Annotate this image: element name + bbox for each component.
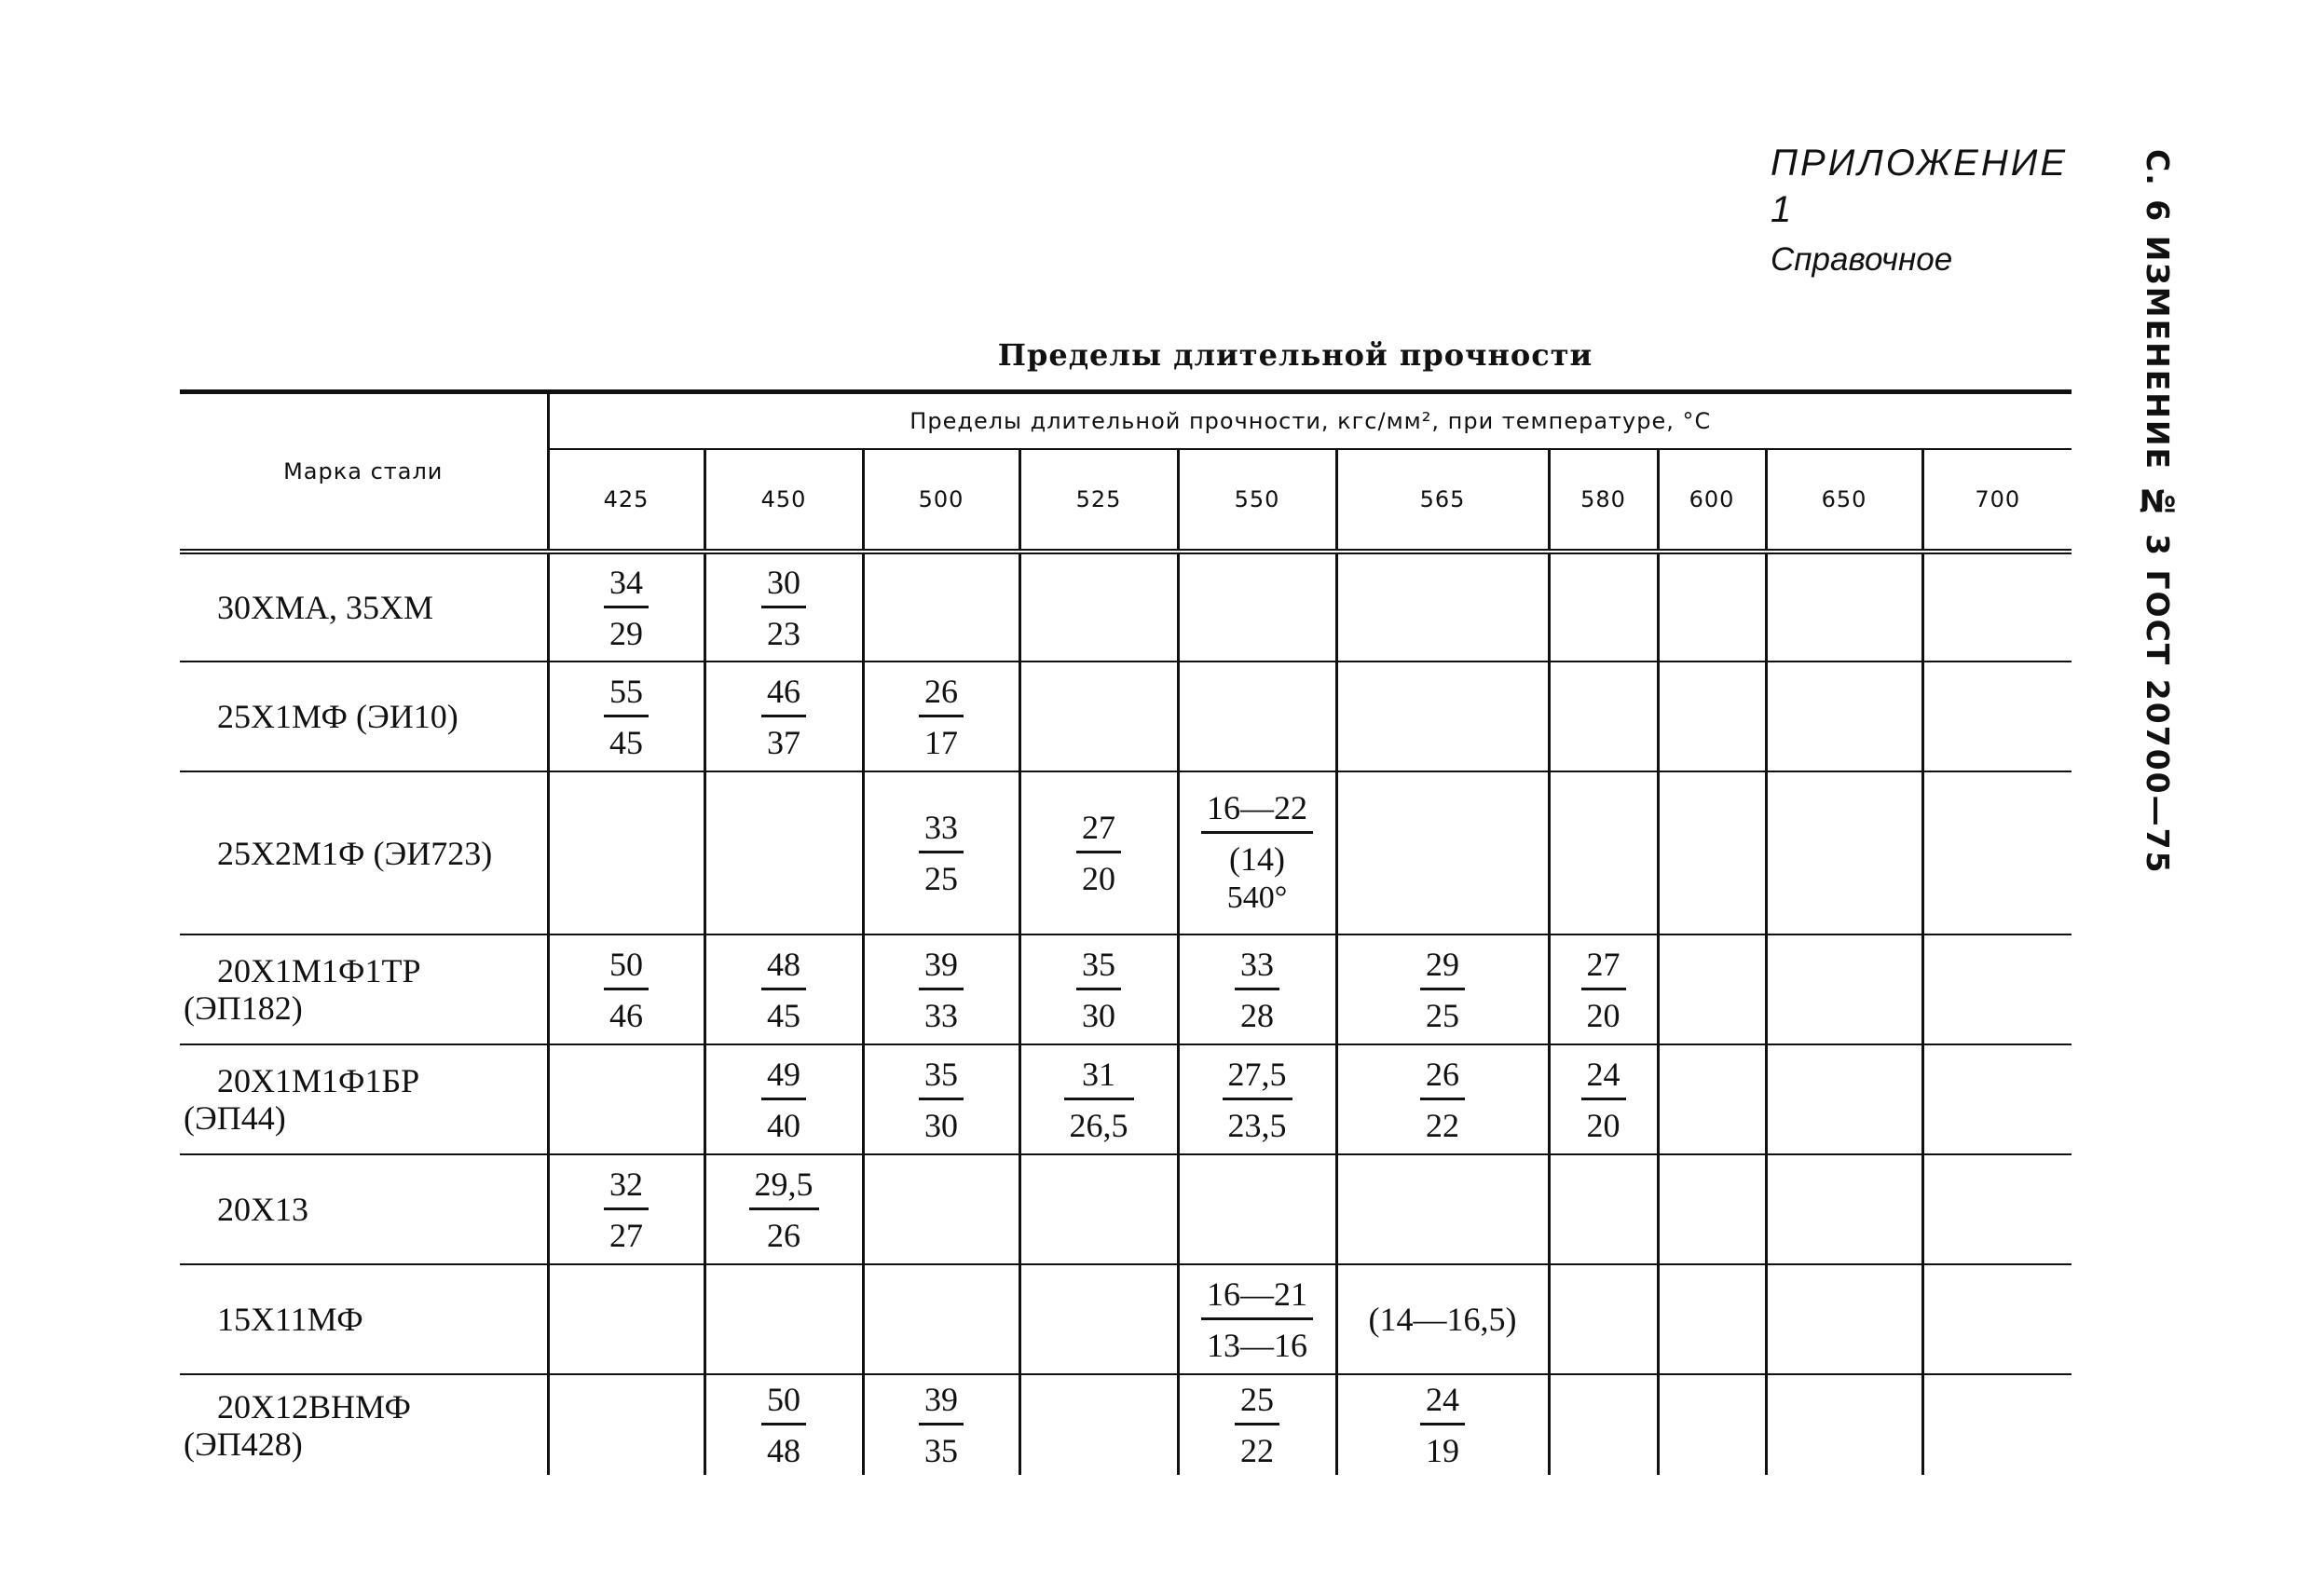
strength-fraction [749,1165,819,1255]
strength-denominator: 46 [609,996,643,1034]
steel-grade-cell [180,662,548,771]
temperature-header: 550 [1178,449,1336,552]
strength-numerator: 16—21 [1207,1275,1307,1313]
fraction-bar [761,715,806,717]
strength-numerator: 26 [1426,1055,1459,1093]
strength-cell [1019,1154,1178,1264]
steel-grade-line: 20Х1М1Ф1БР [217,1062,420,1099]
strength-fraction [604,945,649,1035]
strength-cell [1658,1154,1766,1264]
fraction-bar [1223,1098,1292,1100]
strength-fraction [1201,1275,1313,1365]
strength-cell [704,662,863,771]
steel-grade-line: (ЭП44) [184,1099,286,1137]
strength-fraction [1064,1055,1134,1145]
fraction-bar [919,1098,964,1100]
strength-cell [1336,552,1549,662]
strength-cell [548,662,704,771]
fraction-bar [761,606,806,608]
strength-cell [1766,771,1922,934]
strength-cell [704,1154,863,1264]
strength-cell [1922,1264,2072,1374]
appendix-title: ПРИЛОЖЕНИЕ 1 [1771,143,2069,230]
strength-cell [1019,1264,1178,1374]
strength-cell [1658,1374,1766,1475]
strength-fraction [919,808,964,898]
strength-denominator: 23 [767,614,800,652]
fraction-bar [919,1423,964,1425]
strength-group-header: Пределы длительной прочности, кгс/мм², при температуре, °С [548,392,2072,450]
fraction-bar [919,851,964,853]
table-title: Пределы длительной прочности [997,337,1593,373]
strength-cell [1178,552,1336,662]
strength-fraction [604,1165,649,1255]
strength-cell [1766,1374,1922,1475]
strength-denominator: 19 [1426,1432,1459,1469]
steel-grade-cell [180,771,548,934]
strength-cell [1336,1154,1549,1264]
strength-cell [1019,1374,1178,1475]
fraction-bar [1420,1423,1465,1425]
strength-denominator: 20 [1586,996,1620,1034]
strength-cell [1178,771,1336,934]
strength-cell [1549,1154,1658,1264]
strength-fraction [1076,808,1121,898]
fraction-bar [1201,831,1313,834]
strength-cell [1178,1374,1336,1475]
strength-numerator: 50 [767,1381,800,1418]
steel-grade-cell [180,1154,548,1264]
strength-cell [1178,662,1336,771]
strength-denominator: 45 [609,723,643,761]
strength-fraction [604,672,649,762]
strength-cell [863,1044,1019,1154]
steel-grade-line: 20Х12ВНМФ [217,1387,411,1425]
steel-grade-line: 20Х13 [217,1191,308,1228]
strength-cell [1019,934,1178,1044]
strength-cell [1019,552,1178,662]
steel-grade-cell [180,1264,548,1374]
strength-cell [1658,1044,1766,1154]
steel-grade-line: (ЭП428) [184,1425,303,1463]
strength-cell [548,1374,704,1475]
strength-cell [1549,552,1658,662]
strength-denominator: 35 [924,1432,958,1469]
strength-denominator: 40 [767,1106,800,1144]
steel-grade-header: Марка стали [180,392,548,552]
temperature-header: 565 [1336,449,1549,552]
strength-cell [1922,771,2072,934]
strength-cell [704,934,863,1044]
fraction-bar [1076,851,1121,853]
strength-cell [1336,1264,1549,1374]
appendix-subtitle: Справочное [1771,241,1953,278]
strength-numerator: 27,5 [1227,1055,1287,1093]
strength-cell [1549,771,1658,934]
strength-cell [1549,934,1658,1044]
strength-numerator: 55 [609,672,643,710]
strength-cell [1922,1154,2072,1264]
strength-cell [1766,552,1922,662]
strength-numerator: 49 [767,1055,800,1093]
strength-numerator: 35 [1082,945,1115,983]
steel-grade-line: 20Х1М1Ф1ТР [217,952,421,989]
strength-cell [1549,662,1658,771]
strength-cell [1336,934,1549,1044]
steel-grade-cell [180,1044,548,1154]
strength-fraction [1581,1055,1626,1145]
strength-numerator: 27 [1586,945,1620,983]
table-row [180,1374,2072,1475]
steel-grade-line: (ЭП182) [184,989,303,1027]
steel-grade-line: 25Х2М1Ф (ЭИ723) [217,834,493,872]
temperature-header: 500 [863,449,1019,552]
strength-fraction [761,1380,806,1470]
strength-fraction [1420,945,1465,1035]
strength-denominator: (14) [1229,840,1285,878]
temperature-header: 600 [1658,449,1766,552]
strength-cell [1658,934,1766,1044]
strength-fraction [1420,1380,1465,1470]
strength-denominator: 22 [1426,1106,1459,1144]
table-row [180,934,2072,1044]
strength-cell [863,771,1019,934]
strength-numerator: 29 [1426,945,1459,983]
temperature-header: 525 [1019,449,1178,552]
strength-numerator: 24 [1426,1381,1459,1418]
strength-numerator: 25 [1240,1381,1274,1418]
fraction-bar [749,1207,819,1210]
strength-fraction [919,1380,964,1470]
fraction-bar [1581,1098,1626,1100]
strength-range: (14—16,5) [1368,1301,1517,1338]
strength-fraction [1235,945,1279,1035]
fraction-bar [1201,1317,1313,1320]
strength-cell [1766,1044,1922,1154]
strength-numerator: 30 [767,563,800,601]
strength-cell [1658,1264,1766,1374]
strength-fraction [604,563,649,653]
table-row [180,1154,2072,1264]
strength-denominator: 29 [609,614,643,652]
fraction-bar [761,1423,806,1425]
fraction-bar [1235,988,1279,990]
strength-fraction [919,672,964,762]
strength-cell [704,1044,863,1154]
strength-denominator: 23,5 [1227,1106,1287,1144]
strength-cell [1549,1264,1658,1374]
strength-numerator: 48 [767,945,800,983]
table-row [180,1044,2072,1154]
fraction-bar [604,606,649,608]
strength-denominator: 30 [1082,996,1115,1034]
strength-fraction [1581,945,1626,1035]
strength-cell [1766,1154,1922,1264]
strength-cell [704,1374,863,1475]
strength-numerator: 35 [924,1055,958,1093]
temperature-note: 540° [1226,880,1288,915]
table-row [180,771,2072,934]
strength-numerator: 46 [767,672,800,710]
strength-fraction [919,1055,964,1145]
fraction-bar [1581,988,1626,990]
strength-numerator: 26 [924,672,958,710]
strength-cell [1549,1374,1658,1475]
table-row [180,1264,2072,1374]
side-running-header: С. 6 ИЗМЕНЕНИЕ № 3 ГОСТ 20700—75 [2140,149,2176,875]
strength-cell [548,771,704,934]
strength-cell [1766,934,1922,1044]
strength-cell [1178,934,1336,1044]
strength-numerator: 33 [1240,945,1274,983]
strength-cell [1178,1264,1336,1374]
strength-fraction [761,563,806,653]
strength-cell [704,552,863,662]
steel-grade-line: 25Х1МФ (ЭИ10) [217,698,458,735]
fraction-bar [604,988,649,990]
fraction-bar [1076,988,1121,990]
strength-denominator: 20 [1586,1106,1620,1144]
table-body [180,552,2072,1475]
fraction-bar [1064,1098,1134,1100]
strength-fraction [761,672,806,762]
strength-cell [1922,934,2072,1044]
strength-denominator: 22 [1240,1432,1274,1469]
strength-denominator: 28 [1240,996,1274,1034]
strength-cell [704,1264,863,1374]
fraction-bar [761,988,806,990]
strength-cell [1336,771,1549,934]
steel-grade-cell [180,1374,548,1475]
strength-fraction [1235,1380,1279,1470]
strength-fraction [761,945,806,1035]
strength-cell [548,934,704,1044]
strength-cell [548,1264,704,1374]
strength-denominator: 13—16 [1207,1326,1307,1364]
fraction-bar [919,715,964,717]
strength-numerator: 32 [609,1165,643,1203]
strength-cell [548,1154,704,1264]
strength-cell [1336,662,1549,771]
strength-cell [1658,662,1766,771]
strength-denominator: 27 [609,1216,643,1254]
strength-numerator: 34 [609,563,643,601]
strength-fraction [761,1055,806,1145]
strength-denominator: 48 [767,1432,800,1469]
strength-cell [1178,1154,1336,1264]
strength-numerator: 39 [924,1381,958,1418]
strength-cell [1922,662,2072,771]
strength-numerator: 29,5 [754,1165,814,1203]
strength-numerator: 31 [1082,1055,1115,1093]
strength-cell [1922,552,2072,662]
strength-numerator: 16—22 [1207,789,1307,826]
strength-cell [1019,1044,1178,1154]
temperature-header: 450 [704,449,863,552]
strength-denominator: 20 [1082,860,1115,897]
strength-denominator: 30 [924,1106,958,1144]
strength-cell [548,552,704,662]
strength-fraction [1201,788,1313,918]
table-row [180,662,2072,771]
strength-numerator: 39 [924,945,958,983]
strength-fraction [1420,1055,1465,1145]
strength-cell [1658,552,1766,662]
strength-cell [548,1044,704,1154]
strength-cell [1922,1044,2072,1154]
strength-numerator: 27 [1082,809,1115,846]
fraction-bar [761,1098,806,1100]
table-row [180,552,2072,662]
strength-cell [1336,1374,1549,1475]
strength-cell [863,1154,1019,1264]
strength-numerator: 33 [924,809,958,846]
strength-cell [704,771,863,934]
strength-cell [1178,1044,1336,1154]
steel-grade-cell [180,934,548,1044]
strength-cell [1549,1044,1658,1154]
strength-denominator: 26 [767,1216,800,1254]
strength-cell [1336,1044,1549,1154]
fraction-bar [1235,1423,1279,1425]
steel-grade-cell [180,552,548,662]
steel-grade-line: 15Х11МФ [217,1301,363,1338]
strength-fraction [919,945,964,1035]
fraction-bar [919,988,964,990]
fraction-bar [604,1207,649,1210]
temperature-header: 425 [548,449,704,552]
temperature-header: 580 [1549,449,1658,552]
strength-cell [1766,662,1922,771]
strength-denominator: 25 [924,860,958,897]
temperature-header: 650 [1766,449,1922,552]
strength-fraction [1223,1055,1292,1145]
strength-cell [1658,771,1766,934]
strength-denominator: 17 [924,723,958,761]
strength-numerator: 50 [609,945,643,983]
strength-cell [863,552,1019,662]
strength-cell [1019,771,1178,934]
strength-cell [863,934,1019,1044]
appendix-heading [1771,140,2087,283]
strength-denominator: 33 [924,996,958,1034]
strength-denominator: 37 [767,723,800,761]
strength-cell [1019,662,1178,771]
strength-fraction [1076,945,1121,1035]
fraction-bar [604,715,649,717]
strength-denominator: 25 [1426,996,1459,1034]
fraction-bar [1420,988,1465,990]
strength-cell [1922,1374,2072,1475]
strength-denominator: 26,5 [1069,1106,1128,1144]
strength-numerator: 24 [1586,1055,1620,1093]
strength-cell [863,662,1019,771]
strength-cell [863,1374,1019,1475]
temperature-header: 700 [1922,449,2072,552]
strength-cell [1766,1264,1922,1374]
steel-grade-line: 30ХМА, 35ХМ [217,589,434,626]
strength-table [180,389,2072,1475]
strength-cell [863,1264,1019,1374]
fraction-bar [1420,1098,1465,1100]
strength-denominator: 45 [767,996,800,1034]
